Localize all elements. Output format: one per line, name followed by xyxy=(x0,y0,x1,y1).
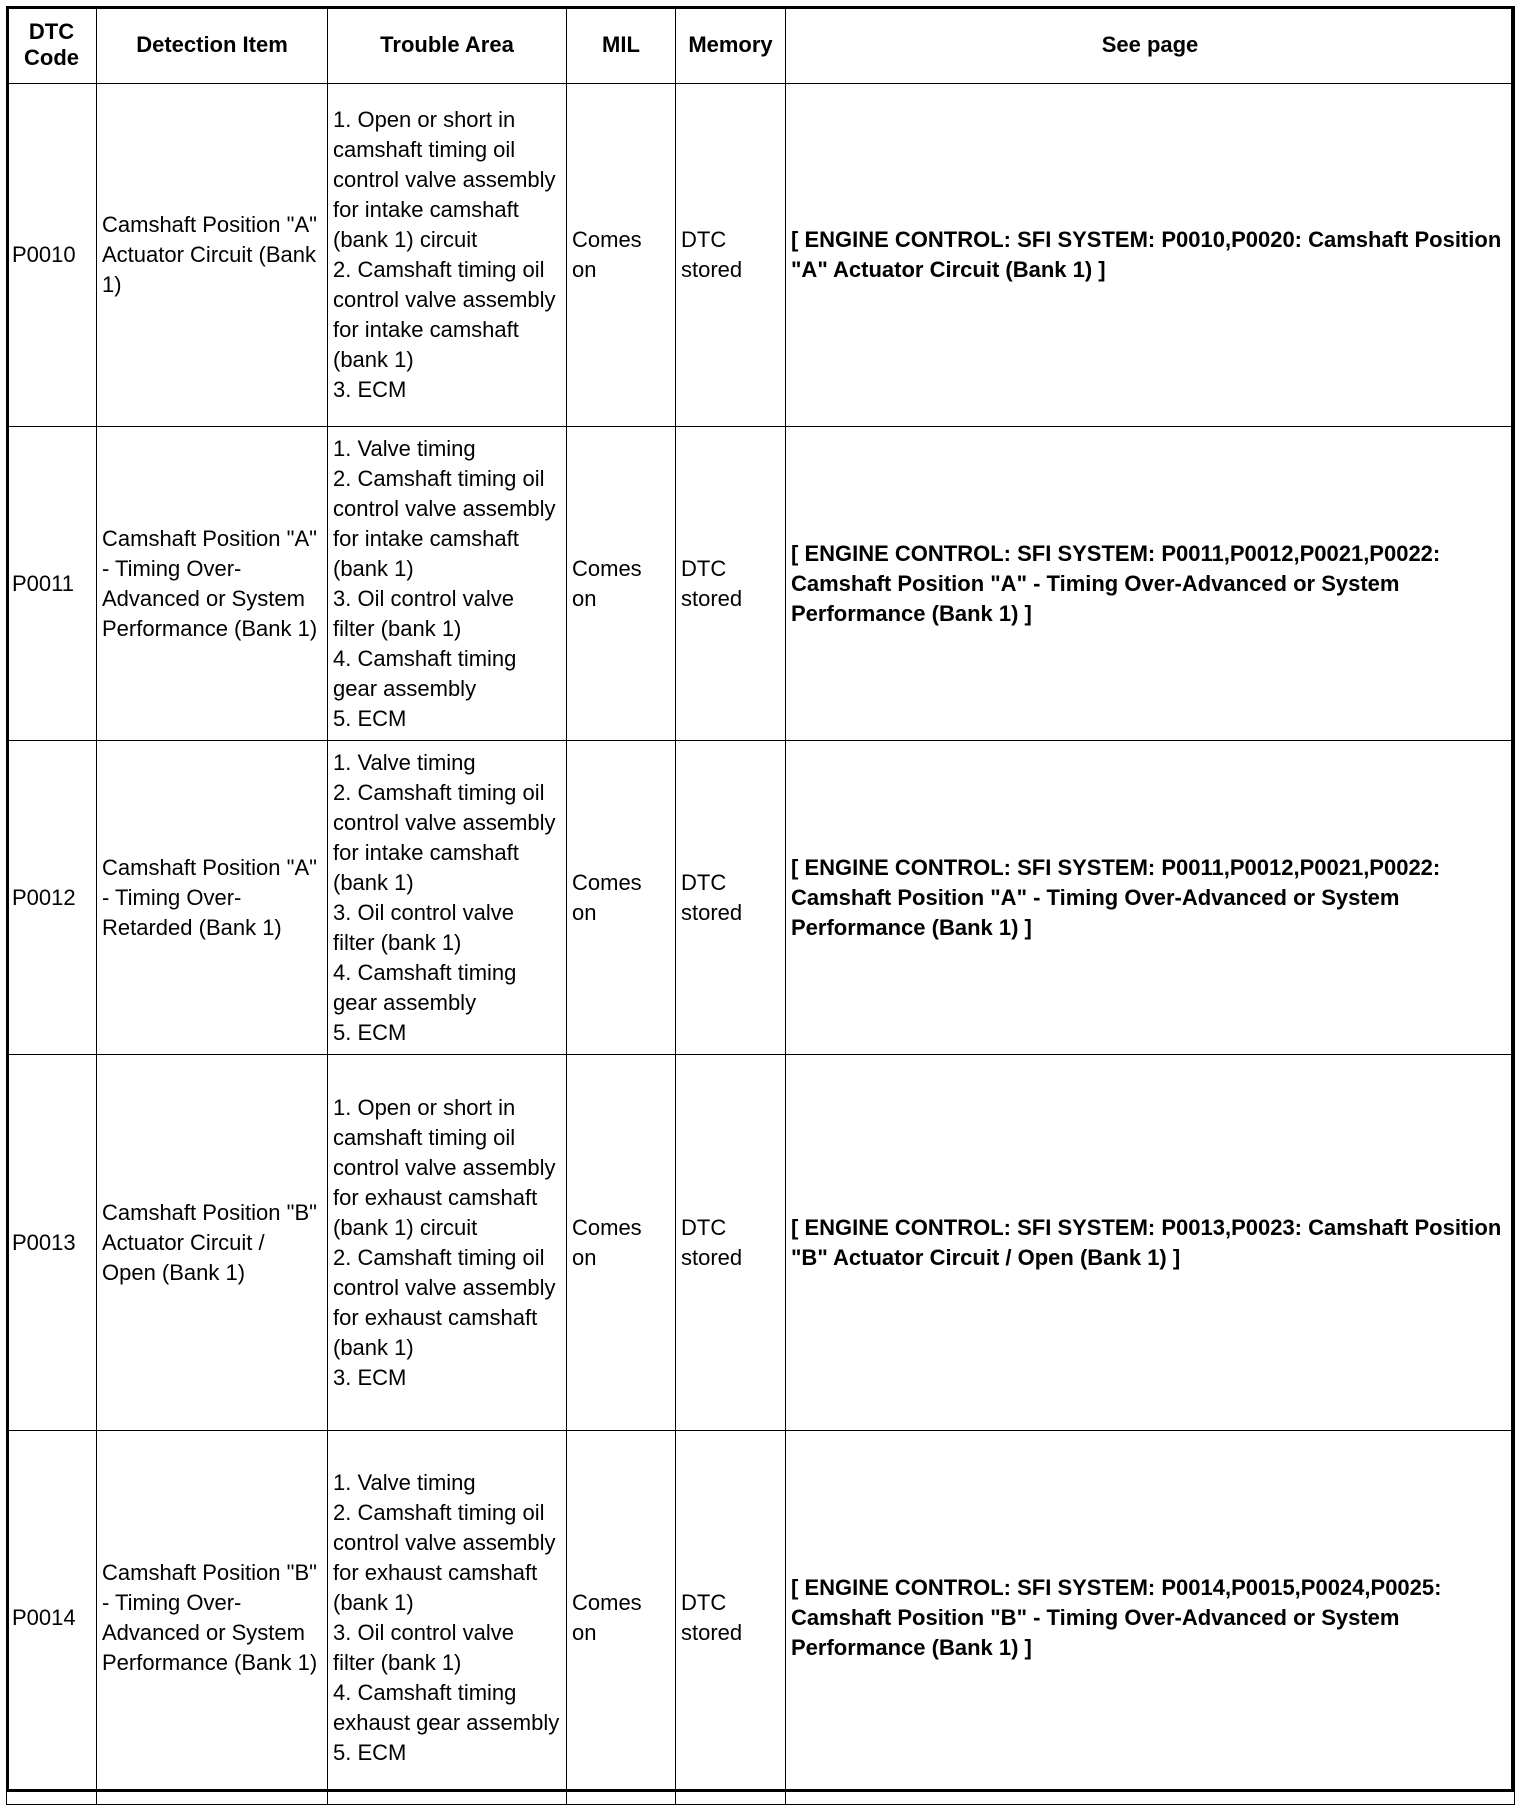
trouble-area-item: 4. Camshaft timing exhaust gear assembly xyxy=(333,1679,560,1735)
detection-item-cell: Camshaft Position "B" Actuator Circuit / Open (Bank 1) xyxy=(97,1055,328,1431)
table-row xyxy=(7,427,1515,741)
mil-cell: Comes on xyxy=(567,84,676,427)
header-dtc-code: DTC Code xyxy=(7,7,97,84)
header-see-page: See page xyxy=(786,7,1515,84)
trouble-area-item: 1. Open or short in camshaft timing oil control valve assembly for exhaust camshaft (bank 1) circuit xyxy=(333,1094,556,1240)
trouble-area-item: 2. Camshaft timing oil control valve assembly for intake camshaft (bank 1) xyxy=(333,465,556,581)
trouble-area-item: 2. Camshaft timing oil control valve assembly for exhaust camshaft (bank 1) xyxy=(333,1499,556,1615)
memory-cell: DTC stored xyxy=(676,84,786,427)
memory-cell: DTC stored xyxy=(676,1431,786,1805)
memory-cell: DTC stored xyxy=(676,741,786,1055)
header-detection-item: Detection Item xyxy=(97,7,328,84)
trouble-area-item: 3. Oil control valve filter (bank 1) xyxy=(333,899,514,955)
trouble-area-cell xyxy=(328,427,567,741)
mil-cell: Comes on xyxy=(567,1431,676,1805)
trouble-area-cell xyxy=(328,1055,567,1431)
trouble-area-item: 5. ECM xyxy=(333,1739,407,1765)
dtc-code-cell: P0011 xyxy=(7,427,97,741)
detection-item-cell: Camshaft Position "A" - Timing Over-Retarded (Bank 1) xyxy=(97,741,328,1055)
trouble-area-item: 2. Camshaft timing oil control valve assembly for intake camshaft (bank 1) xyxy=(333,257,556,372)
see-page-cell: [ ENGINE CONTROL: SFI SYSTEM: P0010,P0020: Camshaft Position "A" Actuator Circuit (Bank 1) ] xyxy=(786,84,1515,427)
dtc-code-cell: P0010 xyxy=(7,84,97,427)
mil-cell: Comes on xyxy=(567,1055,676,1431)
trouble-area-item: 3. Oil control valve filter (bank 1) xyxy=(333,585,514,641)
trouble-area-item: 2. Camshaft timing oil control valve assembly for intake camshaft (bank 1) xyxy=(333,779,556,895)
table-row xyxy=(7,741,1515,1055)
trouble-area-cell xyxy=(328,1431,567,1805)
see-page-cell: [ ENGINE CONTROL: SFI SYSTEM: P0011,P0012,P0021,P0022: Camshaft Position "A" - Timing Over-Advanced or System Performance (Bank 1) ] xyxy=(786,427,1515,741)
header-trouble-area: Trouble Area xyxy=(328,7,567,84)
memory-cell: DTC stored xyxy=(676,1055,786,1431)
trouble-area-item: 5. ECM xyxy=(333,1019,407,1045)
trouble-area-item: 4. Camshaft timing gear assembly xyxy=(333,645,517,701)
see-page-cell: [ ENGINE CONTROL: SFI SYSTEM: P0014,P0015,P0024,P0025: Camshaft Position "B" - Timing Over-Advanced or System Performance (Bank 1) ] xyxy=(786,1431,1515,1805)
dtc-table xyxy=(6,6,1515,1805)
trouble-area-cell xyxy=(328,741,567,1055)
trouble-area-item: 5. ECM xyxy=(333,705,407,731)
header-mil: MIL xyxy=(567,7,676,84)
table-row xyxy=(7,1055,1515,1431)
trouble-area-item: 3. Oil control valve filter (bank 1) xyxy=(333,1619,514,1675)
detection-item-cell: Camshaft Position "A" Actuator Circuit (Bank 1) xyxy=(97,84,328,427)
dtc-code-cell: P0012 xyxy=(7,741,97,1055)
trouble-area-item: 3. ECM xyxy=(333,377,407,402)
mil-cell: Comes on xyxy=(567,741,676,1055)
table-header-row xyxy=(7,7,1515,84)
dtc-code-cell: P0014 xyxy=(7,1431,97,1805)
trouble-area-item: 1. Valve timing xyxy=(333,749,476,775)
detection-item-cell: Camshaft Position "A" - Timing Over-Advanced or System Performance (Bank 1) xyxy=(97,427,328,741)
trouble-area-item: 3. ECM xyxy=(333,1364,407,1390)
header-memory: Memory xyxy=(676,7,786,84)
table-row xyxy=(7,1431,1515,1805)
trouble-area-item: 1. Valve timing xyxy=(333,435,476,461)
memory-cell: DTC stored xyxy=(676,427,786,741)
trouble-area-cell xyxy=(328,84,567,427)
dtc-code-cell: P0013 xyxy=(7,1055,97,1431)
trouble-area-item: 1. Valve timing xyxy=(333,1469,476,1495)
trouble-area-item: 2. Camshaft timing oil control valve assembly for exhaust camshaft (bank 1) xyxy=(333,1244,556,1360)
detection-item-cell: Camshaft Position "B" - Timing Over-Advanced or System Performance (Bank 1) xyxy=(97,1431,328,1805)
see-page-cell: [ ENGINE CONTROL: SFI SYSTEM: P0011,P0012,P0021,P0022: Camshaft Position "A" - Timing Over-Advanced or System Performance (Bank 1) ] xyxy=(786,741,1515,1055)
trouble-area-item: 4. Camshaft timing gear assembly xyxy=(333,959,517,1015)
see-page-cell: [ ENGINE CONTROL: SFI SYSTEM: P0013,P0023: Camshaft Position "B" Actuator Circuit / Open (Bank 1) ] xyxy=(786,1055,1515,1431)
mil-cell: Comes on xyxy=(567,427,676,741)
table-row xyxy=(7,84,1515,427)
trouble-area-item: 1. Open or short in camshaft timing oil control valve assembly for intake camshaft (bank 1) circuit xyxy=(333,107,556,252)
